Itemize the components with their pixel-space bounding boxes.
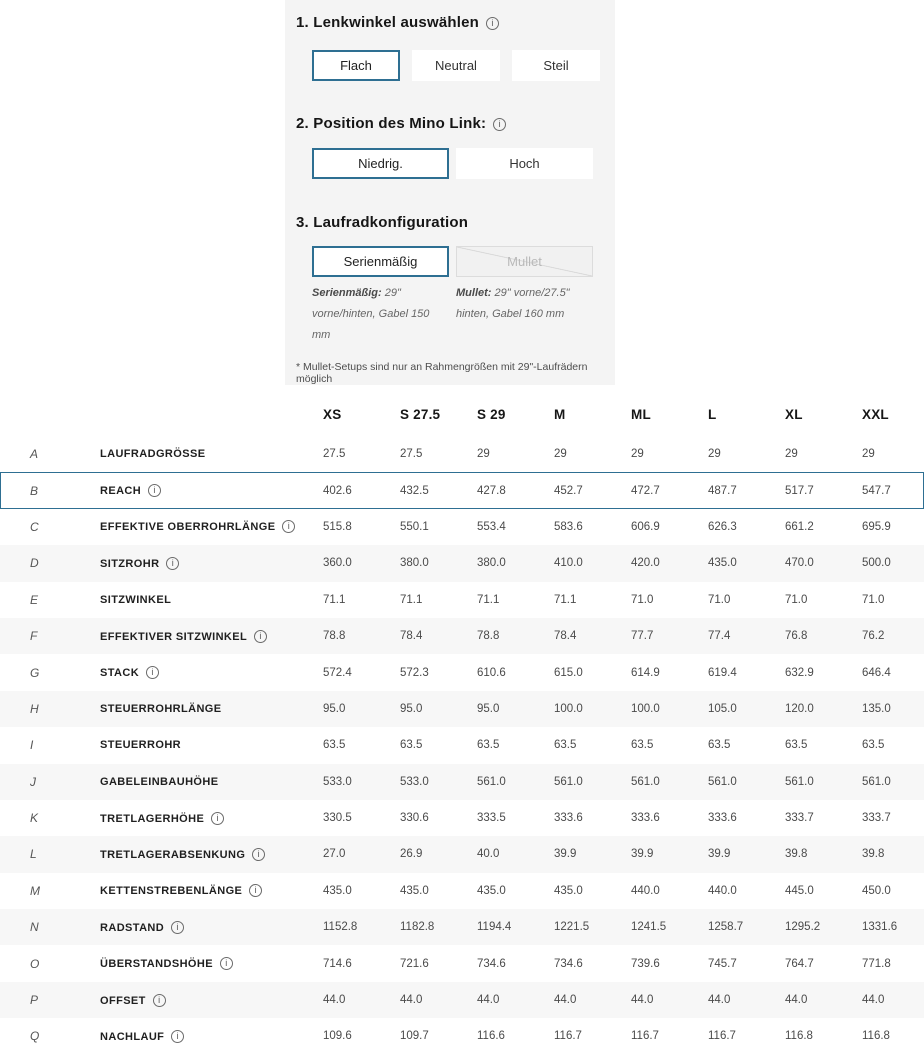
row-value: 63.5 xyxy=(323,739,346,752)
row-value: 632.9 xyxy=(785,666,814,679)
info-icon[interactable]: i xyxy=(171,1030,184,1043)
row-value: 745.7 xyxy=(708,957,737,970)
row-value: 695.9 xyxy=(862,520,891,533)
row-value: 63.5 xyxy=(631,739,654,752)
row-value: 1258.7 xyxy=(708,921,744,934)
row-value: 116.6 xyxy=(477,1030,505,1043)
row-value: 39.8 xyxy=(862,848,885,861)
row-letter: P xyxy=(30,993,39,1008)
row-value: 547.7 xyxy=(862,484,891,497)
row-letter: H xyxy=(30,701,39,716)
row-value: 71.0 xyxy=(631,593,654,606)
option-serienmaessig[interactable]: Serienmäßig xyxy=(312,246,449,277)
row-label: STEUERROHRLÄNGE xyxy=(100,702,222,715)
row-value: 29 xyxy=(554,448,567,461)
table-row-f[interactable] xyxy=(0,618,924,654)
row-letter: Q xyxy=(30,1029,40,1044)
row-label: TRETLAGERHÖHE i xyxy=(68,812,323,825)
row-value: 1194.4 xyxy=(477,921,512,934)
row-value: 330.5 xyxy=(323,812,352,825)
row-value: 420.0 xyxy=(631,557,660,570)
row-value: 561.0 xyxy=(862,775,891,788)
row-value: 661.2 xyxy=(785,520,814,533)
row-value: 606.9 xyxy=(631,520,660,533)
row-value: 533.0 xyxy=(323,775,352,788)
row-value: 435.0 xyxy=(323,884,352,897)
row-letter: I xyxy=(30,738,34,753)
row-label: REACH i xyxy=(68,484,323,497)
row-value: 561.0 xyxy=(708,775,737,788)
row-value: 71.0 xyxy=(708,593,731,606)
section-title-text: 3. Laufradkonfiguration xyxy=(296,214,469,231)
row-value: 360.0 xyxy=(323,557,352,570)
row-label: EFFEKTIVER SITZWINKEL i xyxy=(68,630,323,643)
row-letter: K xyxy=(30,811,39,826)
row-value: 734.6 xyxy=(477,957,506,970)
table-row-g[interactable] xyxy=(0,654,924,690)
row-value: 550.1 xyxy=(400,520,429,533)
row-value: 109.6 xyxy=(323,1030,352,1043)
table-row-j[interactable] xyxy=(0,764,924,800)
row-value: 734.6 xyxy=(554,957,583,970)
table-row-p[interactable] xyxy=(0,982,924,1018)
row-value: 432.5 xyxy=(400,484,429,497)
row-value: 29 xyxy=(708,448,721,461)
row-letter: D xyxy=(30,556,39,571)
row-value: 44.0 xyxy=(708,994,731,1007)
row-value: 1152.8 xyxy=(323,921,358,934)
row-value: 63.5 xyxy=(554,739,577,752)
row-value: 1295.2 xyxy=(785,921,821,934)
row-value: 63.5 xyxy=(477,739,500,752)
mino-link-options xyxy=(312,148,593,179)
column-header-xl: XL xyxy=(785,407,803,422)
geometry-table xyxy=(0,393,924,1055)
info-icon[interactable]: i xyxy=(148,484,161,497)
row-value: 100.0 xyxy=(631,702,660,715)
section-title-mino-link xyxy=(296,115,506,132)
option-steil[interactable]: Steil xyxy=(512,50,600,81)
row-value: 440.0 xyxy=(708,884,737,897)
row-value: 435.0 xyxy=(554,884,583,897)
row-value: 116.7 xyxy=(554,1030,582,1043)
row-letter: F xyxy=(30,629,38,644)
wheel-config-captions xyxy=(312,283,604,346)
row-value: 333.5 xyxy=(477,812,506,825)
row-value: 44.0 xyxy=(400,994,423,1007)
info-icon[interactable]: i xyxy=(486,17,499,30)
section-title-text: 1. Lenkwinkel auswählen xyxy=(296,14,479,31)
row-value: 109.7 xyxy=(400,1030,429,1043)
row-value: 39.9 xyxy=(631,848,654,861)
info-icon[interactable]: i xyxy=(153,994,166,1007)
row-value: 452.7 xyxy=(554,484,583,497)
row-letter: A xyxy=(30,447,39,462)
column-header-xxl: XXL xyxy=(862,407,889,422)
row-value: 646.4 xyxy=(862,666,891,679)
row-value: 44.0 xyxy=(323,994,346,1007)
row-value: 517.7 xyxy=(785,484,814,497)
info-icon[interactable]: i xyxy=(211,812,224,825)
row-value: 71.1 xyxy=(554,593,577,606)
row-value: 95.0 xyxy=(477,702,500,715)
row-value: 410.0 xyxy=(554,557,583,570)
table-row-o[interactable] xyxy=(0,945,924,981)
row-value: 330.6 xyxy=(400,812,429,825)
row-value: 71.1 xyxy=(400,593,423,606)
row-value: 63.5 xyxy=(708,739,731,752)
row-value: 1331.6 xyxy=(862,921,898,934)
option-mullet[interactable]: Mullet xyxy=(456,246,593,277)
table-row-l[interactable] xyxy=(0,836,924,872)
row-value: 402.6 xyxy=(323,484,352,497)
row-value: 500.0 xyxy=(862,557,891,570)
row-value: 116.8 xyxy=(785,1030,813,1043)
row-value: 561.0 xyxy=(631,775,660,788)
row-value: 135.0 xyxy=(862,702,891,715)
row-value: 721.6 xyxy=(400,957,429,970)
row-value: 29 xyxy=(477,448,490,461)
row-value: 78.4 xyxy=(554,630,577,643)
table-header xyxy=(0,393,924,436)
table-row-m[interactable] xyxy=(0,873,924,909)
row-value: 71.1 xyxy=(477,593,500,606)
row-label: RADSTAND i xyxy=(68,921,323,934)
row-label: NACHLAUF i xyxy=(68,1030,323,1043)
row-value: 435.0 xyxy=(477,884,506,897)
row-label: SITZROHR i xyxy=(68,557,323,570)
table-body xyxy=(0,436,924,1055)
row-letter: E xyxy=(30,592,39,607)
caption-mullet: Mullet: 29" vorne/27.5" hinten, Gabel 160 mm xyxy=(456,287,570,320)
row-value: 515.8 xyxy=(323,520,352,533)
row-value: 1221.5 xyxy=(554,921,590,934)
column-header-ml: ML xyxy=(631,407,651,422)
row-letter: N xyxy=(30,920,39,935)
row-value: 29 xyxy=(785,448,798,461)
info-icon[interactable]: i xyxy=(249,884,262,897)
row-value: 380.0 xyxy=(477,557,506,570)
row-value: 533.0 xyxy=(400,775,429,788)
lenkwinkel-options xyxy=(312,50,600,81)
row-letter: J xyxy=(30,774,36,789)
row-value: 44.0 xyxy=(554,994,577,1007)
row-value: 44.0 xyxy=(862,994,885,1007)
row-label: LAUFRADGRÖSSE xyxy=(100,448,206,461)
row-value: 26.9 xyxy=(400,848,423,861)
row-value: 714.6 xyxy=(323,957,352,970)
option-niedrig[interactable]: Niedrig. xyxy=(312,148,449,179)
row-value: 435.0 xyxy=(400,884,429,897)
row-value: 116.7 xyxy=(631,1030,659,1043)
row-value: 78.8 xyxy=(323,630,346,643)
info-icon[interactable]: i xyxy=(171,921,184,934)
row-value: 77.7 xyxy=(631,630,654,643)
row-value: 116.7 xyxy=(708,1030,736,1043)
row-value: 63.5 xyxy=(862,739,885,752)
info-icon[interactable]: i xyxy=(252,848,265,861)
column-header-s275: S 27.5 xyxy=(400,407,441,422)
configurator-panel xyxy=(285,0,615,385)
section-title-lenkwinkel xyxy=(296,14,499,31)
row-value: 1241.5 xyxy=(631,921,667,934)
row-value: 77.4 xyxy=(708,630,731,643)
row-value: 71.0 xyxy=(862,593,885,606)
row-value: 44.0 xyxy=(477,994,500,1007)
row-value: 470.0 xyxy=(785,557,814,570)
row-value: 553.4 xyxy=(477,520,506,533)
row-value: 561.0 xyxy=(785,775,814,788)
row-value: 561.0 xyxy=(554,775,583,788)
row-label: OFFSET i xyxy=(68,994,323,1007)
section-title-text: 2. Position des Mino Link: xyxy=(296,115,487,132)
row-letter: C xyxy=(30,519,39,534)
row-value: 29 xyxy=(862,448,875,461)
laufrad-options xyxy=(312,246,593,277)
row-label: KETTENSTREBENLÄNGE i xyxy=(68,884,323,897)
row-value: 764.7 xyxy=(785,957,814,970)
table-row-b[interactable] xyxy=(0,472,924,508)
row-label: SITZWINKEL xyxy=(100,593,172,606)
row-letter: G xyxy=(30,665,40,680)
row-value: 333.6 xyxy=(631,812,660,825)
row-value: 487.7 xyxy=(708,484,737,497)
row-value: 739.6 xyxy=(631,957,660,970)
row-value: 39.9 xyxy=(554,848,577,861)
column-header-s29: S 29 xyxy=(477,407,506,422)
row-label: STACK i xyxy=(68,666,323,679)
row-label: GABELEINBAUHÖHE xyxy=(100,775,219,788)
info-icon[interactable]: i xyxy=(220,957,233,970)
row-value: 333.6 xyxy=(708,812,737,825)
row-letter: L xyxy=(30,847,37,862)
row-value: 619.4 xyxy=(708,666,737,679)
row-value: 78.8 xyxy=(477,630,500,643)
table-row-d[interactable] xyxy=(0,545,924,581)
table-row-h[interactable] xyxy=(0,691,924,727)
row-value: 39.8 xyxy=(785,848,808,861)
row-value: 105.0 xyxy=(708,702,737,715)
row-letter: B xyxy=(30,483,39,498)
option-flach[interactable]: Flach xyxy=(312,50,400,81)
row-letter: M xyxy=(30,883,40,898)
row-label: ÜBERSTANDSHÖHE i xyxy=(68,957,323,970)
row-value: 333.6 xyxy=(554,812,583,825)
row-value: 100.0 xyxy=(554,702,583,715)
row-value: 771.8 xyxy=(862,957,891,970)
row-label: TRETLAGERABSENKUNG i xyxy=(68,848,323,861)
column-header-l: L xyxy=(708,407,717,422)
row-value: 39.9 xyxy=(708,848,731,861)
row-value: 71.0 xyxy=(785,593,808,606)
row-value: 76.8 xyxy=(785,630,808,643)
row-value: 572.4 xyxy=(323,666,352,679)
row-label: EFFEKTIVE OBERROHRLÄNGE i xyxy=(68,520,323,533)
row-value: 63.5 xyxy=(785,739,808,752)
row-value: 614.9 xyxy=(631,666,660,679)
row-value: 29 xyxy=(631,448,644,461)
table-row-c[interactable] xyxy=(0,509,924,545)
row-value: 333.7 xyxy=(785,812,814,825)
row-value: 472.7 xyxy=(631,484,660,497)
mullet-footnote: * Mullet-Setups sind nur an Rahmengrößen mit 29"-Laufrädern möglich xyxy=(296,361,588,385)
option-neutral[interactable]: Neutral xyxy=(412,50,500,81)
row-value: 63.5 xyxy=(400,739,423,752)
row-value: 27.5 xyxy=(323,448,346,461)
row-value: 610.6 xyxy=(477,666,506,679)
row-value: 78.4 xyxy=(400,630,423,643)
row-value: 27.5 xyxy=(400,448,423,461)
row-value: 1182.8 xyxy=(400,921,435,934)
row-value: 44.0 xyxy=(785,994,808,1007)
row-value: 450.0 xyxy=(862,884,891,897)
table-row-q[interactable] xyxy=(0,1018,924,1054)
row-value: 440.0 xyxy=(631,884,660,897)
caption-serienmaessig: Serienmäßig: 29" vorne/hinten, Gabel 150 mm xyxy=(312,287,430,341)
column-header-xs: XS xyxy=(323,407,342,422)
row-value: 626.3 xyxy=(708,520,737,533)
row-letter: O xyxy=(30,956,40,971)
row-value: 561.0 xyxy=(477,775,506,788)
row-value: 445.0 xyxy=(785,884,814,897)
row-value: 71.1 xyxy=(323,593,346,606)
table-row-a[interactable] xyxy=(0,436,924,472)
option-hoch[interactable]: Hoch xyxy=(456,148,593,179)
info-icon[interactable]: i xyxy=(166,557,179,570)
row-value: 427.8 xyxy=(477,484,506,497)
row-value: 95.0 xyxy=(323,702,346,715)
table-row-e[interactable] xyxy=(0,582,924,618)
row-value: 583.6 xyxy=(554,520,583,533)
row-value: 435.0 xyxy=(708,557,737,570)
row-value: 333.7 xyxy=(862,812,891,825)
info-icon[interactable]: i xyxy=(254,630,267,643)
row-value: 27.0 xyxy=(323,848,346,861)
table-row-k[interactable] xyxy=(0,800,924,836)
info-icon[interactable]: i xyxy=(493,118,506,131)
table-row-n[interactable] xyxy=(0,909,924,945)
row-value: 44.0 xyxy=(631,994,654,1007)
info-icon[interactable]: i xyxy=(146,666,159,679)
table-row-i[interactable] xyxy=(0,727,924,763)
row-value: 615.0 xyxy=(554,666,583,679)
row-value: 76.2 xyxy=(862,630,885,643)
row-label: STEUERROHR xyxy=(100,739,182,752)
info-icon[interactable]: i xyxy=(282,520,295,533)
row-value: 40.0 xyxy=(477,848,500,861)
row-value: 116.8 xyxy=(862,1030,890,1043)
section-title-laufradkonfiguration xyxy=(296,214,468,231)
row-value: 380.0 xyxy=(400,557,429,570)
row-value: 120.0 xyxy=(785,702,814,715)
column-header-m: M xyxy=(554,407,566,422)
row-value: 572.3 xyxy=(400,666,429,679)
row-value: 95.0 xyxy=(400,702,423,715)
